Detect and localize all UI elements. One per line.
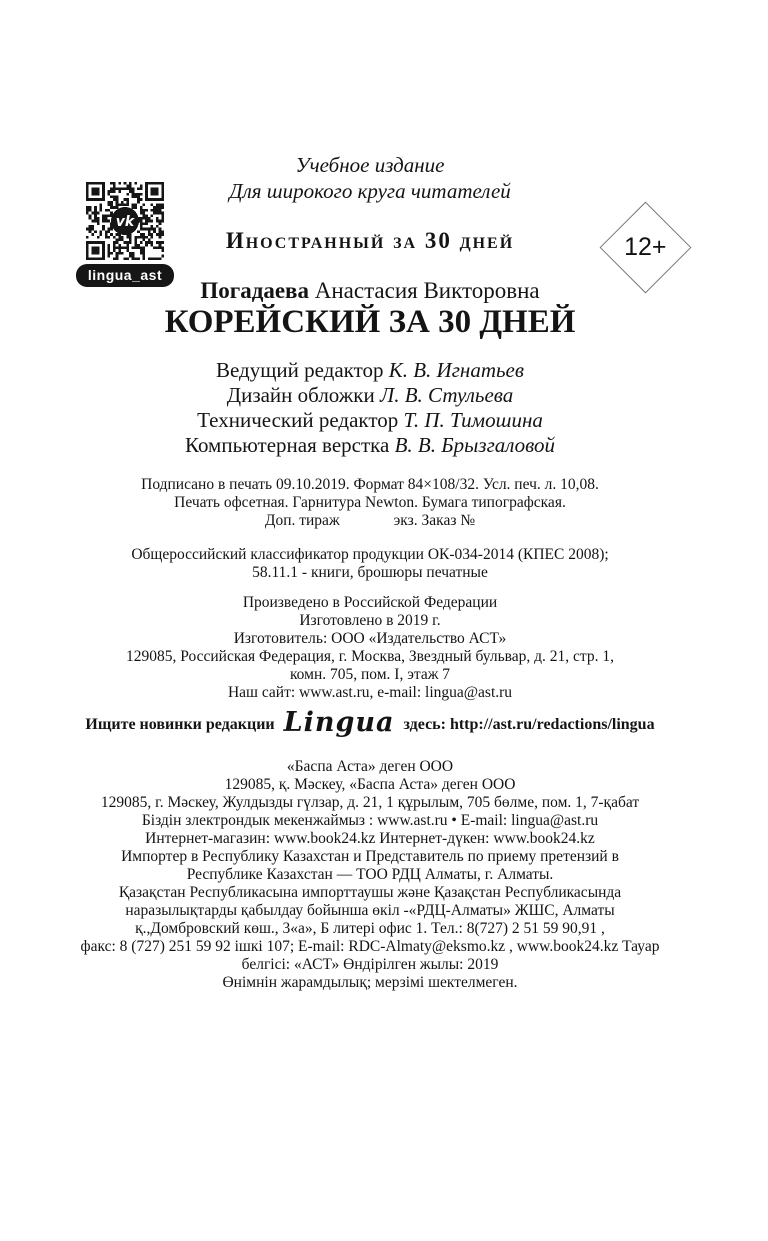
lingua-promo-suffix: здесь: http://ast.ru/redactions/lingua — [403, 716, 655, 733]
credit-role: Технический редактор — [197, 408, 399, 432]
credit-line — [0, 358, 740, 383]
author-line — [0, 277, 740, 304]
tirazh-label: Доп. тираж — [264, 512, 340, 529]
imprint-line: Печать офсетная. Гарнитура Newton. Бумага типографская. — [174, 494, 566, 511]
imprint-line: 58.11.1 - книги, брошюры печатные — [252, 564, 488, 581]
age-rating-label: 12+ — [624, 232, 667, 261]
author-given-name: Анастасия Викторовна — [314, 278, 540, 303]
credit-role: Компьютерная верстка — [184, 433, 390, 457]
qr-handle-badge: lingua_ast — [76, 264, 174, 287]
edition-type: Учебное издание — [295, 153, 445, 177]
edition-block — [0, 0, 740, 204]
imprint-line: Подписано в печать 09.10.2019. Формат 84×108/32. Усл. печ. л. 10,08. — [141, 476, 599, 493]
production-block — [0, 594, 740, 702]
credit-name: В. В. Брызгаловой — [394, 433, 556, 457]
imprint-line: Республике Казахстан — ТОО РДЦ Алматы, г. Алматы. — [186, 866, 554, 883]
credit-name: Т. П. Тимошина — [403, 408, 543, 432]
series-title: Иностранный за 30 дней — [225, 228, 515, 253]
lingua-promo-line — [0, 708, 740, 742]
audience-line: Для широкого круга читателей — [229, 179, 511, 203]
imprint-line: Произведено в Российской Федерации — [242, 594, 498, 611]
credits-block — [0, 358, 740, 458]
kazakhstan-block — [0, 758, 740, 992]
credit-role: Ведущий редактор — [216, 358, 384, 382]
print-info-block — [0, 476, 740, 530]
lingua-logo: Lingua — [283, 707, 395, 738]
imprint-line: 129085, қ. Мәскеу, «Баспа Аста» деген ООО — [224, 776, 516, 793]
credit-name: Л. В. Стульева — [379, 383, 514, 407]
imprint-line: Өнімнін жарамдылық; мерзімі шектелмеген. — [222, 974, 518, 991]
credit-line — [0, 433, 740, 458]
order-label: экз. Заказ № — [393, 512, 476, 529]
imprint-line: наразылықтарды қабылдау бойынша өкіл -«РДЦ-Алматы» ЖШС, Алматы — [125, 902, 615, 919]
credit-line — [0, 408, 740, 433]
imprint-line: белгісі: «АСТ» Өндірілген жылы: 2019 — [241, 956, 499, 973]
imprint-line: факс: 8 (727) 251 59 92 ішкі 107; E-mail: RDC-Almaty@eksmo.kz , www.book24.kz Тауар — [80, 938, 660, 955]
credit-line — [0, 383, 740, 408]
svg-text:vk: vk — [115, 213, 135, 230]
classifier-block — [0, 546, 740, 582]
credit-role: Дизайн обложки — [226, 383, 375, 407]
imprint-line: Изготовлено в 2019 г. — [299, 612, 441, 629]
imprint-line: 129085, г. Мәскеу, Жулдызды гүлзар, д. 21, 1 құрылым, 705 бөлме, пом. 1, 7-қабат — [100, 794, 640, 811]
author-surname: Погадаева — [200, 278, 309, 303]
book-title: КОРЕЙСКИЙ ЗА 30 ДНЕЙ — [164, 304, 576, 340]
credit-name: К. В. Игнатьев — [388, 358, 524, 382]
imprint-line: 129085, Российская Федерация, г. Москва, Звездный бульвар, д. 21, стр. 1, — [125, 648, 615, 665]
imprint-line: «Баспа Аста» деген ООО — [286, 758, 454, 775]
imprint-line: Общероссийский классификатор продукции ОК-034-2014 (КПЕС 2008); — [131, 546, 609, 563]
imprint-line: комн. 705, пом. I, этаж 7 — [289, 666, 451, 683]
imprint-line: қ.,Домбровский көш., 3«а», Б литері офис 1. Тел.: 8(727) 2 51 59 90,91 , — [135, 920, 605, 937]
imprint-line: Импортер в Республику Казахстан и Представитель по приему претензий в — [121, 848, 619, 865]
imprint-line: Қазақстан Республикасына импорттаушы және Қазақстан Республикасында — [118, 884, 622, 901]
imprint-line: Наш сайт: www.ast.ru, e-mail: lingua@ast.ru — [227, 684, 513, 701]
imprint-line — [0, 512, 740, 530]
imprint-line: Изготовитель: ООО «Издательство АСТ» — [233, 630, 507, 647]
lingua-promo-prefix: Ищите новинки редакции — [85, 716, 275, 733]
imprint-line: Біздін злектрондык мекенжаймыз : www.ast.ru • E-mail: lingua@ast.ru — [141, 812, 599, 829]
imprint-line: Интернет-магазин: www.book24.kz Интернет-дүкен: www.book24.kz — [145, 830, 595, 847]
